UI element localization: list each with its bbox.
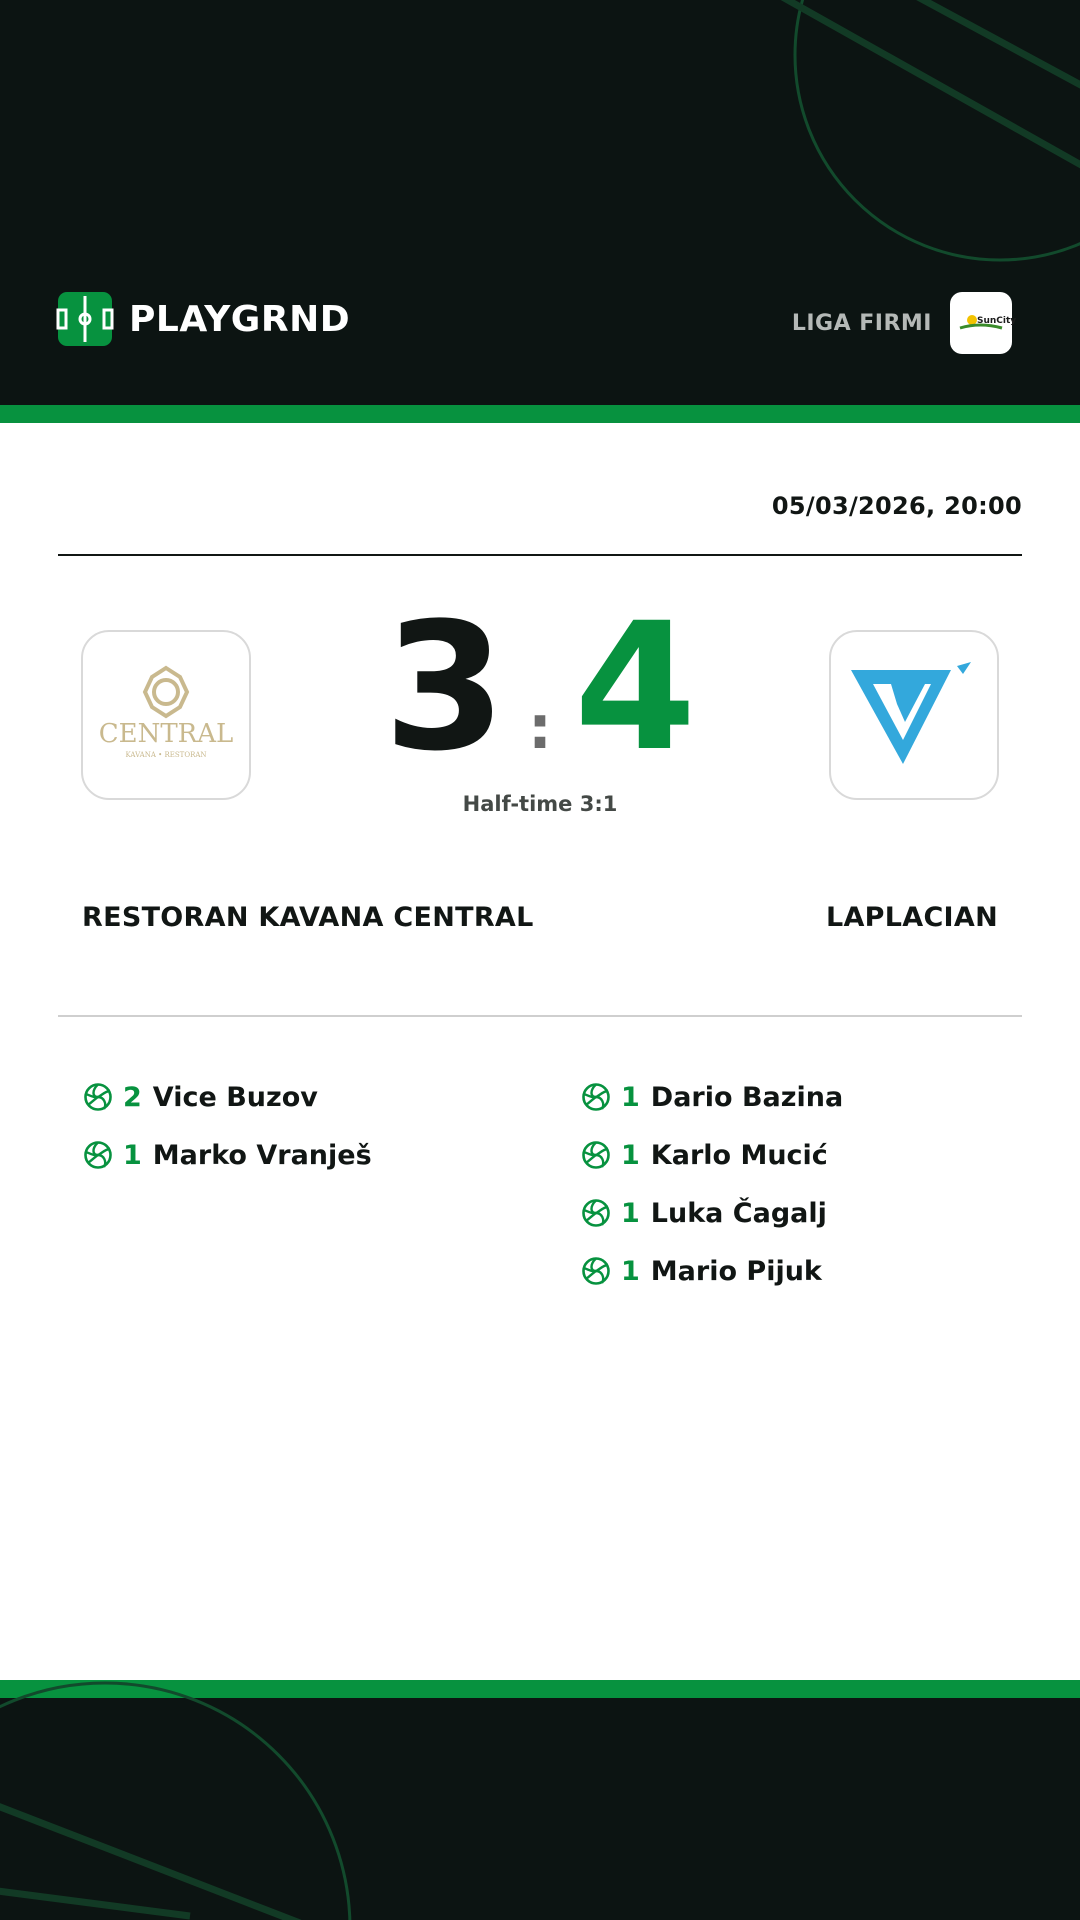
match-datetime: 05/03/2026, 20:00 xyxy=(771,492,1022,520)
goal-count: 1 xyxy=(123,1139,142,1171)
away-score: 4 xyxy=(574,585,697,790)
goal-count: 1 xyxy=(621,1081,640,1113)
away-team-name: LAPLACIAN xyxy=(825,902,998,933)
list-item xyxy=(83,1068,372,1126)
goal-count: 2 xyxy=(123,1081,142,1113)
brand-name: PLAYGRND xyxy=(129,298,351,340)
ball-icon xyxy=(83,1140,113,1170)
svg-text:CENTRAL: CENTRAL xyxy=(98,719,234,749)
footer-band xyxy=(0,1698,1080,1920)
player-name: Marko Vranješ xyxy=(152,1139,372,1171)
ball-icon xyxy=(83,1082,113,1112)
list-item xyxy=(581,1242,843,1300)
header-band xyxy=(0,0,1080,405)
football-pitch-icon xyxy=(58,292,112,346)
ball-icon xyxy=(581,1256,611,1286)
divider xyxy=(58,1015,1022,1017)
list-item xyxy=(581,1068,843,1126)
list-item xyxy=(83,1126,372,1184)
svg-text:SunCity: SunCity xyxy=(977,316,1017,326)
league xyxy=(791,292,1017,354)
brand xyxy=(58,292,350,346)
goal-count: 1 xyxy=(621,1255,640,1287)
ball-icon xyxy=(581,1140,611,1170)
ball-icon xyxy=(581,1082,611,1112)
list-item xyxy=(581,1126,843,1184)
halftime-score: Half-time 3:1 xyxy=(462,792,618,816)
home-score: 3 xyxy=(383,585,506,790)
score-separator: : xyxy=(528,693,552,763)
list-item xyxy=(581,1184,843,1242)
ball-icon xyxy=(581,1198,611,1228)
player-name: Karlo Mucić xyxy=(650,1139,828,1171)
accent-stripe-top xyxy=(0,405,1080,423)
goal-count: 1 xyxy=(621,1139,640,1171)
player-name: Luka Čagalj xyxy=(650,1197,827,1229)
home-scorers-list xyxy=(83,1068,372,1184)
pitch-lines-decoration xyxy=(0,1698,1080,1920)
player-name: Mario Pijuk xyxy=(650,1255,822,1287)
divider xyxy=(58,554,1022,556)
away-scorers-list xyxy=(581,1068,843,1300)
goal-count: 1 xyxy=(621,1197,640,1229)
player-name: Vice Buzov xyxy=(152,1081,318,1113)
home-team-name: RESTORAN KAVANA CENTRAL xyxy=(82,902,534,933)
scoreboard xyxy=(0,585,1080,790)
sponsor-logo xyxy=(950,292,1017,354)
svg-text:KAVANA • RESTORAN: KAVANA • RESTORAN xyxy=(125,751,207,759)
league-name: LIGA FIRMI xyxy=(791,310,932,336)
player-name: Dario Bazina xyxy=(650,1081,844,1113)
